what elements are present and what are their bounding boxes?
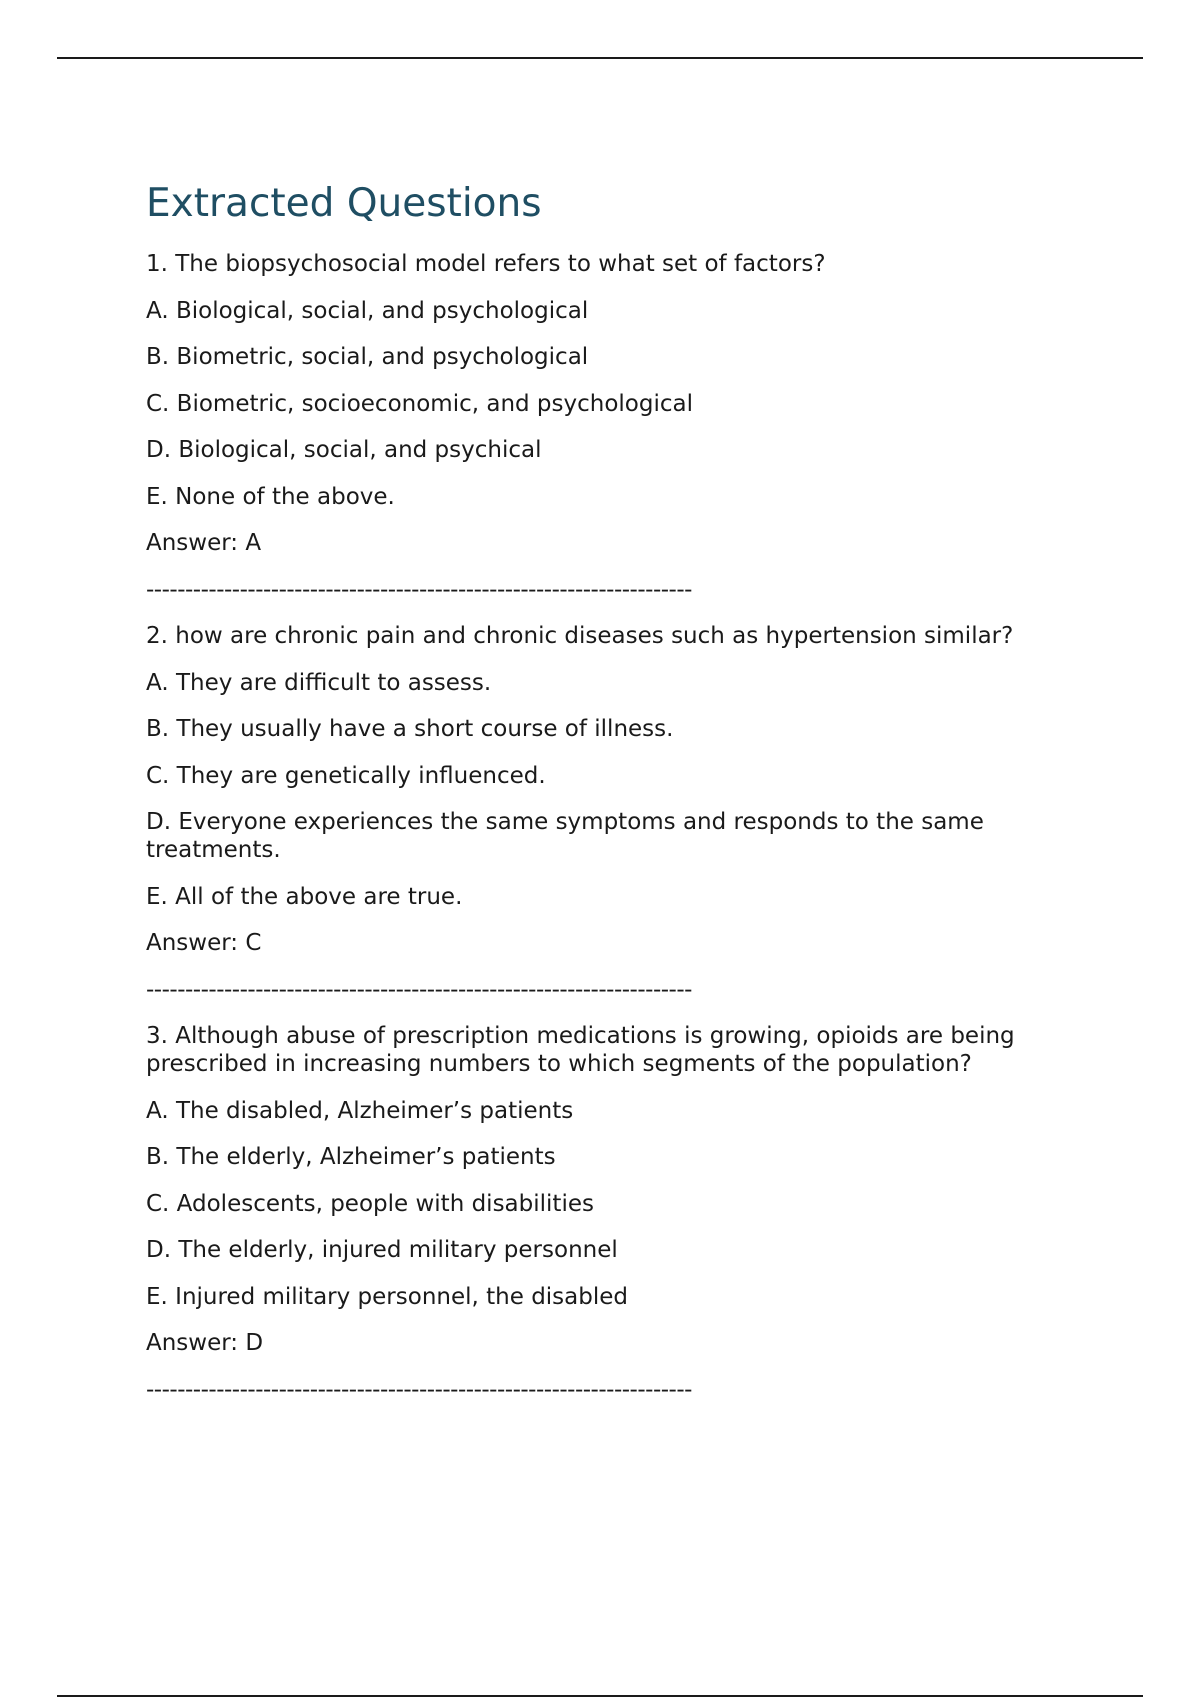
option-a: A. They are difficult to assess. [146,669,492,696]
question-block-3 [146,1022,1076,1404]
answer-text: Answer: A [146,530,262,556]
option-d: D. Biological, social, and psychical [146,437,542,463]
option-d: D. The elderly, injured military personnel [146,1237,618,1263]
top-rule [57,57,1143,59]
option-b: B. The elderly, Alzheimer’s patients [146,1144,556,1170]
option-a: A. Biological, social, and psychological [146,297,589,324]
separator: ---------------------------------------------------------------------- [146,976,692,1003]
option-c: C. Biometric, socioeconomic, and psychological [146,390,694,417]
option-c: C. They are genetically influenced. [146,762,546,789]
question-block-2 [146,622,1076,1004]
option-b: B. Biometric, social, and psychological [146,344,589,370]
separator: ---------------------------------------------------------------------- [146,576,692,603]
bottom-rule [57,1695,1143,1697]
option-b: B. They usually have a short course of illness. [146,716,674,742]
option-a: A. The disabled, Alzheimer’s patients [146,1097,574,1124]
option-d: D. Everyone experiences the same symptoms and responds to the same treatments. [146,809,984,863]
document-body [146,178,1076,1422]
answer-text: Answer: C [146,930,262,956]
question-block-1 [146,250,1076,604]
question-text: 3. Although abuse of prescription medications is growing, opioids are being prescribed in increasing numbers to which segments of the population? [146,1023,1015,1077]
option-c: C. Adolescents, people with disabilities [146,1190,594,1217]
question-text: 1. The biopsychosocial model refers to what set of factors? [146,251,826,277]
question-text: 2. how are chronic pain and chronic diseases such as hypertension similar? [146,623,1014,649]
option-e: E. All of the above are true. [146,883,463,910]
option-e: E. Injured military personnel, the disabled [146,1283,629,1310]
separator: ---------------------------------------------------------------------- [146,1376,692,1403]
document-title: Extracted Questions [146,181,542,226]
answer-text: Answer: D [146,1330,264,1356]
option-e: E. None of the above. [146,483,395,510]
